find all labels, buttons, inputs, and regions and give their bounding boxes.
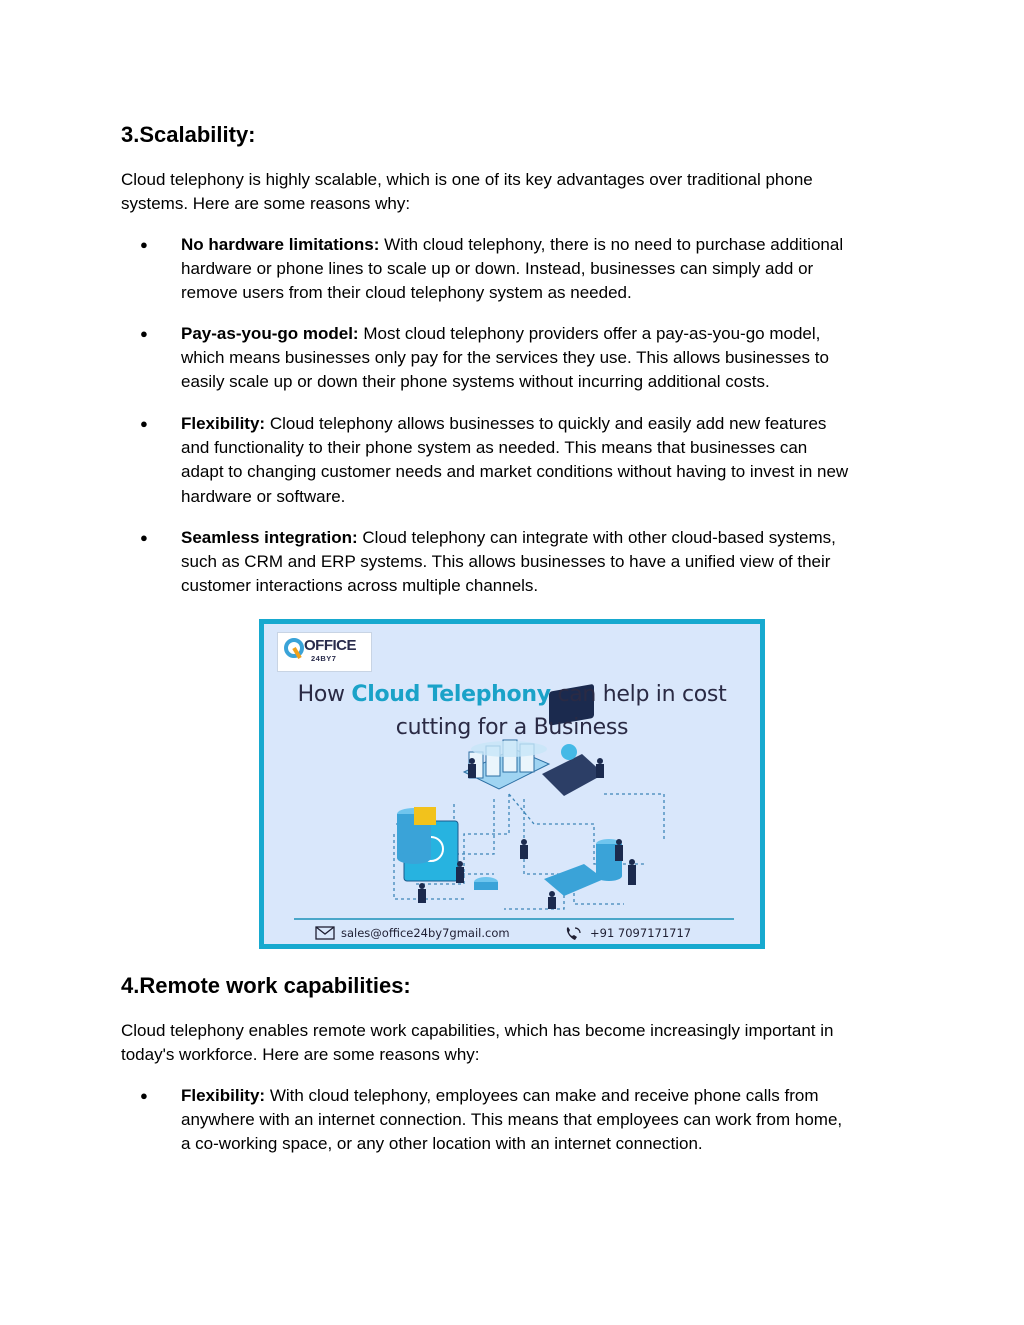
bullet-text: which means businesses only pay for the services they use. This allows businesses to	[181, 348, 829, 368]
bullet-text: remove users from their cloud telephony system as needed.	[181, 283, 632, 303]
bullet-label: Pay-as-you-go model:	[181, 324, 359, 343]
bullet-text: such as CRM and ERP systems. This allows businesses to have a unified view of their	[181, 552, 831, 572]
bullet-text: easily scale up or down their phone systems without incurring additional costs.	[181, 372, 770, 392]
list-item	[140, 322, 920, 395]
bullet-text: customer interactions across multiple channels.	[181, 576, 539, 596]
bullet-text: hardware or software.	[181, 486, 346, 506]
phone-text: +91 7097171717	[590, 926, 692, 940]
logo-wordmark: OFFICE	[304, 637, 356, 654]
bullet-icon: ●	[140, 1088, 148, 1103]
bullet-text: Cloud telephony allows businesses to quickly and easily add new features	[269, 414, 827, 433]
intro-line: Cloud telephony enables remote work capabilities, which has become increasingly important in	[121, 1021, 834, 1040]
banner-title	[264, 678, 760, 744]
banner-email	[315, 925, 510, 941]
intro-line: systems. Here are some reasons why:	[121, 194, 411, 214]
intro-line: today's workforce. Here are some reasons why:	[121, 1045, 480, 1065]
bullet-text: With cloud telephony, employees can make and receive phone calls from	[269, 1086, 819, 1105]
banner-divider	[294, 918, 734, 920]
server-icon	[464, 740, 549, 789]
office24by7-logo	[277, 632, 372, 672]
bullet-text: Cloud telephony can integrate with other cloud-based systems,	[362, 528, 836, 547]
cloud-telephony-banner	[259, 619, 765, 949]
section-intro-scalability	[121, 168, 906, 216]
banner-title-line2: cutting for a Business	[395, 715, 629, 740]
bullet-text: hardware or phone lines to scale up or down. Instead, businesses can simply add or	[181, 259, 814, 279]
bullet-label: Flexibility:	[181, 1086, 266, 1105]
bullet-text: Most cloud telephony providers offer a pay-as-you-go model,	[363, 324, 821, 343]
logo-mark-icon	[283, 636, 305, 664]
section-intro-remote-work	[121, 1019, 906, 1067]
list-item	[140, 1084, 920, 1157]
banner-title-text: How	[297, 682, 352, 707]
bullet-text: With cloud telephony, there is no need to purchase additional	[384, 235, 844, 254]
bullet-text: adapt to changing customer needs and market conditions without having to invest in new	[181, 462, 849, 482]
bullet-icon: ●	[140, 237, 148, 252]
mail-icon	[315, 926, 335, 940]
banner-title-highlight: Cloud Telephony	[351, 682, 551, 707]
list-item	[140, 412, 920, 509]
network-illustration	[264, 624, 760, 944]
logo-subtitle: 24BY7	[311, 654, 337, 663]
bullet-text: and functionality to their phone system as needed. This means that businesses can	[181, 438, 808, 458]
bullet-icon: ●	[140, 530, 148, 545]
section-heading-remote-work: 4.Remote work capabilities:	[121, 973, 411, 998]
bullet-label: Flexibility:	[181, 414, 266, 433]
email-text: sales@office24by7gmail.com	[341, 926, 510, 940]
bullet-label: No hardware limitations:	[181, 235, 380, 254]
banner-phone	[564, 925, 691, 941]
bullet-text: anywhere with an internet connection. This means that employees can work from home,	[181, 1110, 843, 1130]
intro-line: Cloud telephony is highly scalable, which is one of its key advantages over traditional phone	[121, 170, 813, 189]
banner-title-text: can help in cost	[550, 682, 727, 707]
section-heading-scalability: 3.Scalability:	[121, 122, 256, 147]
bullet-icon: ●	[140, 326, 148, 341]
list-item	[140, 526, 920, 599]
folder-icon	[414, 807, 436, 825]
bullet-icon: ●	[140, 416, 148, 431]
bullet-label: Seamless integration:	[181, 528, 358, 547]
bullet-text: a co-working space, or any other location with an internet connection.	[181, 1134, 703, 1154]
phone-call-icon	[564, 926, 582, 942]
list-item	[140, 233, 920, 306]
